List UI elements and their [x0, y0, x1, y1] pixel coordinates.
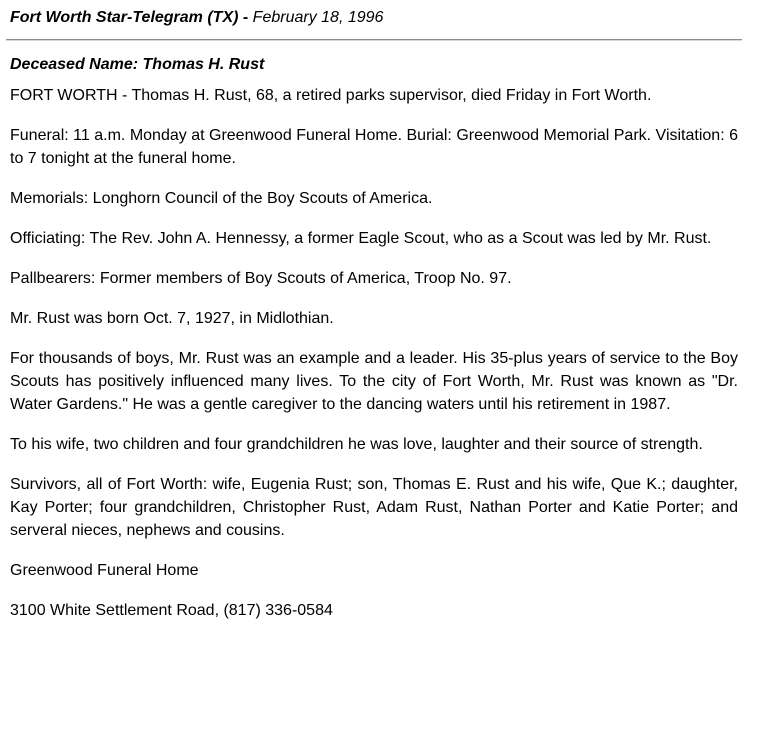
deceased-name: Deceased Name: Thomas H. Rust [10, 56, 265, 73]
paragraph-biography: For thousands of boys, Mr. Rust was an example and a leader. His 35-plus years of service to the Boy Scouts has positively influenced many lives. To the city of Fort Worth, Mr. Rust was known as "Dr. Water Gardens." He was a gentle caregiver to the dancing waters until his retirement in 1987. [10, 350, 738, 413]
paragraph-memorials: Memorials: Longhorn Council of the Boy Scouts of America. [10, 190, 433, 207]
publication-source: Fort Worth Star-Telegram (TX) [10, 9, 239, 26]
paragraph-officiating: Officiating: The Rev. John A. Hennessy, a former Eagle Scout, who as a Scout was led by Mr. Rust. [10, 230, 712, 247]
paragraph-birth: Mr. Rust was born Oct. 7, 1927, in Midlothian. [10, 310, 334, 327]
funeral-home-name: Greenwood Funeral Home [10, 562, 199, 579]
paragraph-survivors: Survivors, all of Fort Worth: wife, Eugenia Rust; son, Thomas E. Rust and his wife, Que K.; daughter, Kay Porter; four grandchildren, Christopher Rust, Adam Rust, Nathan Porter and Katie Porter; and serveral nieces, nephews and cousins. [10, 476, 738, 539]
paragraph-intro: FORT WORTH - Thomas H. Rust, 68, a retired parks supervisor, died Friday in Fort Worth. [10, 87, 652, 104]
publication-header [10, 8, 383, 28]
paragraph-pallbearers: Pallbearers: Former members of Boy Scouts of America, Troop No. 97. [10, 270, 512, 287]
header-separator: - [238, 9, 253, 26]
funeral-home-address: 3100 White Settlement Road, (817) 336-0584 [10, 602, 333, 619]
publication-date: February 18, 1996 [252, 9, 384, 26]
obituary-body [10, 53, 738, 639]
paragraph-family: To his wife, two children and four grandchildren he was love, laughter and their source of strength. [10, 436, 703, 453]
paragraph-funeral: Funeral: 11 a.m. Monday at Greenwood Funeral Home. Burial: Greenwood Memorial Park. Visitation: 6 to 7 tonight at the funeral home. [10, 127, 738, 167]
header-divider [6, 39, 742, 41]
